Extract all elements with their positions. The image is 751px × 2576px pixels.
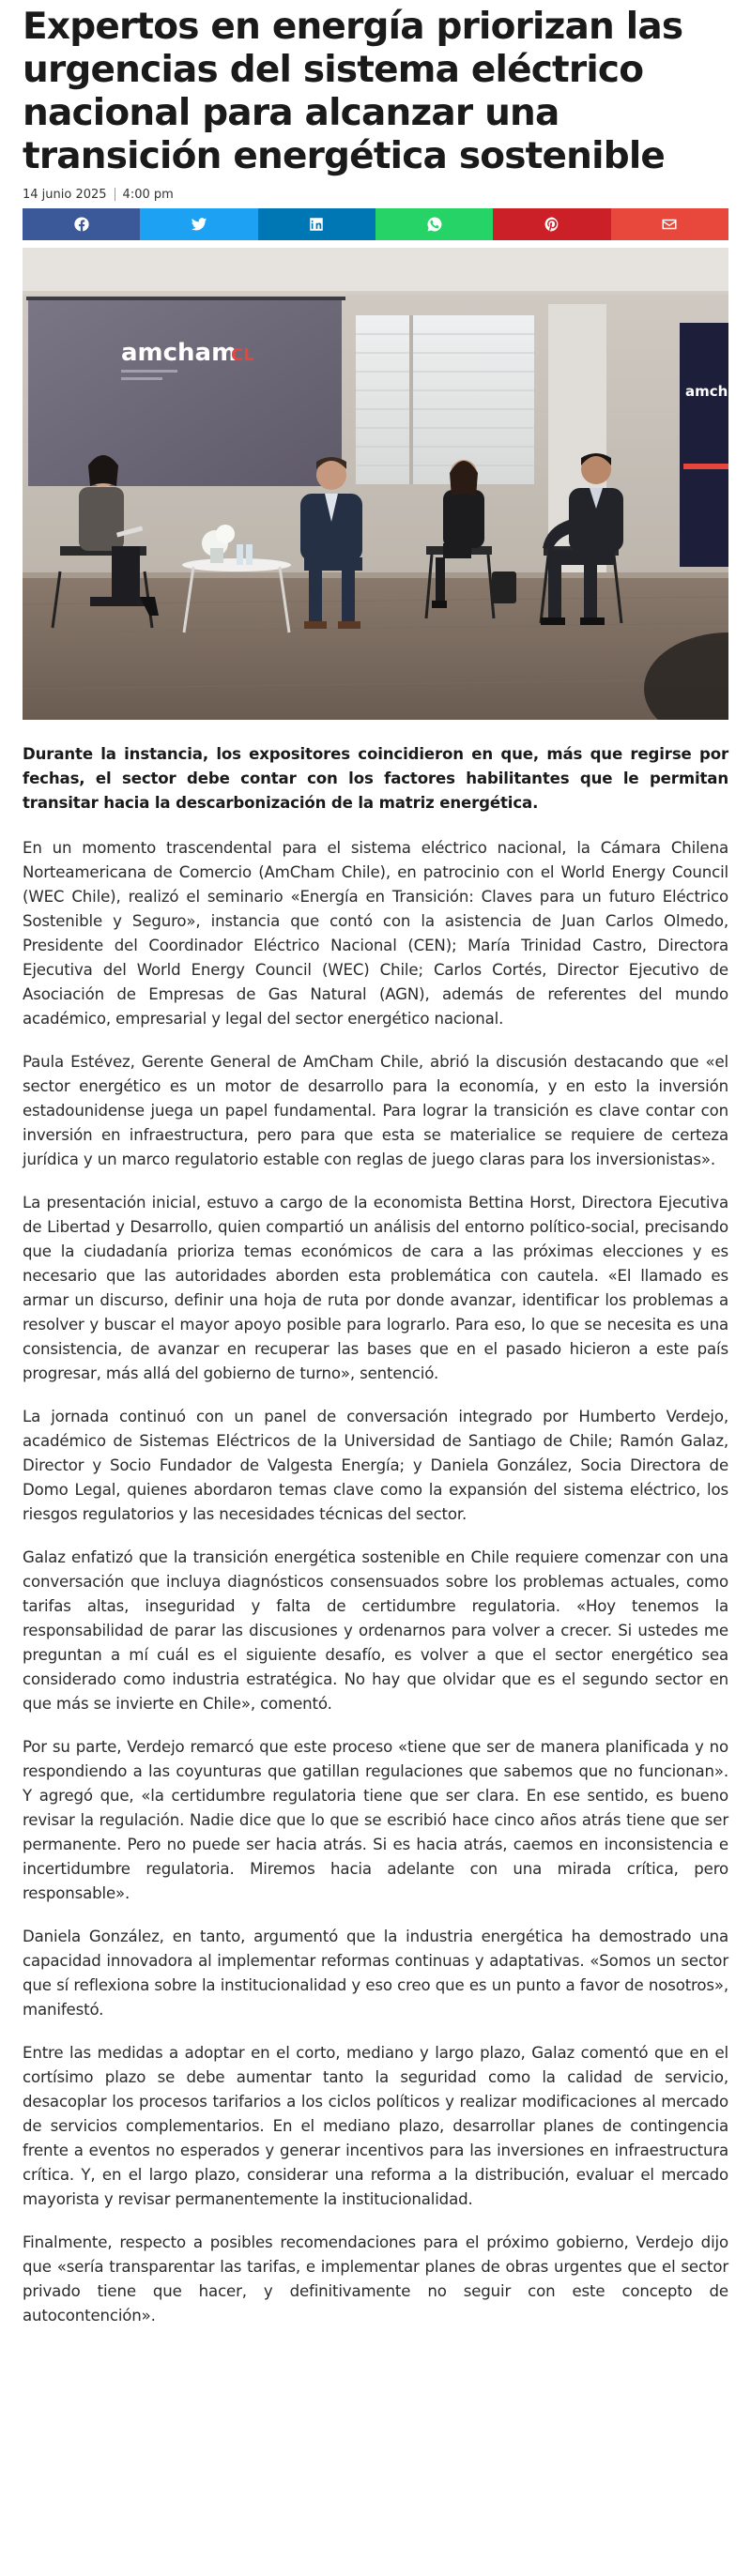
share-facebook-button[interactable] (23, 208, 140, 240)
pinterest-icon (544, 216, 560, 233)
screen-logo: amcham (121, 339, 238, 367)
article-date: 14 junio 2025 (23, 187, 107, 202)
twitter-icon (191, 216, 207, 233)
whatsapp-icon (426, 216, 443, 233)
article-paragraph-8: Entre las medidas a adoptar en el corto, mediano y largo plazo, Galaz comentó que en el cortísimo plazo se debe aumentar tanto la seguridad como la calidad de servicio, desacoplar los procesos tarifarios a los ciclos políticos y realizar modificaciones al mercado de servicios complementarios. En el mediano plazo, desarrollar planes de contingencia frente a eventos no esperados y generar incentivos para las inversiones en infraestructura crítica. Y, en el largo plazo, considerar una reforma a la distribución, evaluar el mercado mayorista y revisar permanentemente la institucionalidad. (23, 2044, 728, 2208)
article-paragraph-5: Galaz enfatizó que la transición energética sostenible en Chile requiere comenzar con una conversación que incluya diagnósticos consensuados sobre los problemas actuales, como tarifas altas, inseguridad y falta de certidumbre regulatoria. «Hoy tenemos la responsabilidad de parar las discusiones y ordenarnos para volver a crecer. Si ustedes me preguntan a mí cuál es el siguiente desafío, es volver a que el sector energético sea considerado como industria estratégica. No hay que olvidar que es el segundo sector en que más se invierte en Chile», comentó. (23, 1548, 728, 1713)
screen-logo-suffix: CL (231, 345, 254, 365)
share-email-button[interactable] (611, 208, 728, 240)
article-title: Expertos en energía priorizan las urgencias del sistema eléctrico nacional para alcanzar una transición energética sostenible (23, 6, 683, 177)
panel-photo (23, 248, 728, 720)
article-paragraph-1: En un momento trascendental para el sistema eléctrico nacional, la Cámara Chilena Norteamericana de Comercio (AmCham Chile), en patrocinio con el World Energy Council (WEC Chile), realizó el seminario «Energía en Transición: Claves para un futuro Eléctrico Sostenible y Seguro», instancia que contó con la asistencia de Juan Carlos Olmedo, Presidente del Coordinador Eléctrico Nacional (CEN); María Trinidad Castro, Directora Ejecutiva del World Energy Council (WEC) Chile; Carlos Cortés, Director Ejecutivo de Asociación de Empresas de Gas Natural (AGN), además de referentes del mundo académico, empresarial y legal del sector energético nacional. (23, 839, 728, 1028)
article-paragraph-7: Daniela González, en tanto, argumentó que la industria energética ha demostrado una capacidad innovadora al implementar reformas continuas y adaptativas. «Somos un sector que sí reflexiona sobre la institucionalidad y eso creo que es un punto a favor de nosotros», manifestó. (23, 1928, 728, 2019)
facebook-icon (73, 216, 90, 233)
email-icon (661, 216, 678, 233)
share-linkedin-button[interactable] (258, 208, 376, 240)
article-body (23, 742, 728, 2328)
article-meta (23, 184, 728, 205)
share-twitter-button[interactable] (140, 208, 257, 240)
share-pinterest-button[interactable] (493, 208, 610, 240)
article-paragraph-6: Por su parte, Verdejo remarcó que este proceso «tiene que ser de manera planificada y no respondiendo a las coyunturas que gatillan regulaciones que sabemos que no funcionan». Y agregó que, «la certidumbre regulatoria tiene que ser clara. En ese sentido, es bueno revisar la regulación. Nadie dice que lo que se escribió hace cinco años atrás tiene que ser permanente. Pero no puede ser hacia atrás. Si es hacia atrás, caemos en inconsistencia e incertidumbre regulatoria. Miremos hacia adelante con una mirada crítica, pero responsable». (23, 1738, 728, 1902)
linkedin-icon (308, 216, 325, 233)
share-bar (23, 208, 728, 240)
article-paragraph-3: La presentación inicial, estuvo a cargo de la economista Bettina Horst, Directora Ejecutiva de Libertad y Desarrollo, quien compartió un análisis del entorno político-social, precisando que la ciudadanía prioriza temas económicos de cara a las próximas elecciones y es necesario que las autoridades aborden esta problemática con cautela. «El llamado es armar un discurso, definir una hoja de ruta por donde avanzar, identificar los problemas a resolver y buscar el mayor apoyo posible para lograrlo. Para eso, lo que se necesita es una consistencia, de avanzar en recuperar las bases que en el pasado hicieron a este país progresar, más allá del gobierno de turno», sentenció. (23, 1194, 728, 1382)
share-whatsapp-button[interactable] (376, 208, 493, 240)
article-paragraph-9: Finalmente, respecto a posibles recomendaciones para el próximo gobierno, Verdejo dijo que «sería transparentar las tarifas, e implementar planes de obras urgentes que el sector privado tiene que hacer, y definitivamente no seguir con este concepto de autocontención». (23, 2233, 728, 2324)
article-time: 4:00 pm (122, 187, 174, 202)
banner-logo: amch (685, 383, 728, 400)
article-lead: Durante la instancia, los expositores coincidieron en que, más que regirse por fechas, el sector debe contar con los factores habilitantes que le permitan transitar hacia la descarbonización de la matriz energética. (23, 745, 728, 812)
article-paragraph-4: La jornada continuó con un panel de conversación integrado por Humberto Verdejo, académico de Sistemas Eléctricos de la Universidad de Santiago de Chile; Ramón Galaz, Director y Socio Fundador de Valgesta Energía; y Daniela González, Socia Directora de Domo Legal, quienes abordaron temas clave como la expansión del sistema eléctrico, los riesgos regulatorios y las necesidades técnicas del sector. (23, 1408, 728, 1523)
article-paragraph-2: Paula Estévez, Gerente General de AmCham Chile, abrió la discusión destacando que «el sector energético es un motor de desarrollo para la economía, y en esto la inversión estadounidense juega un papel fundamental. Para lograr la transición es clave contar con inversión en infraestructura, pero para que esta se materialice se requiere de certeza jurídica y un marco regulatorio estable con reglas de juego claras para los inversionistas». (23, 1053, 728, 1168)
hero-image (23, 248, 728, 720)
